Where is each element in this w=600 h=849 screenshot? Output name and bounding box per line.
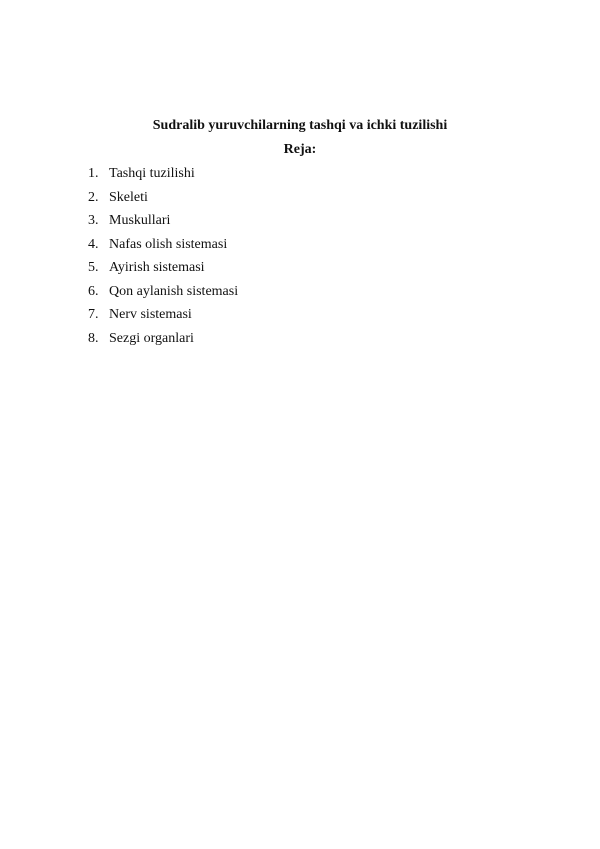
document-title: Sudralib yuruvchilarning tashqi va ichki tuzilishi bbox=[152, 118, 448, 133]
list-item-number: 7. bbox=[88, 307, 99, 322]
list-item-text: Qon aylanish sistemasi bbox=[109, 283, 239, 299]
list-item bbox=[88, 236, 238, 260]
list-item-number: 8. bbox=[88, 330, 99, 346]
list-item bbox=[88, 165, 238, 189]
list-item-number: 5. bbox=[88, 260, 99, 275]
list-item-text: Nerv sistemasi bbox=[109, 307, 192, 322]
list-item bbox=[88, 283, 238, 307]
list-item-number: 1. bbox=[88, 166, 99, 181]
plan-list bbox=[88, 165, 238, 353]
list-item-number: 4. bbox=[88, 236, 99, 252]
list-item-text: Tashqi tuzilishi bbox=[109, 166, 195, 181]
list-item-number: 6. bbox=[88, 283, 99, 299]
list-item-text: Skeleti bbox=[109, 189, 148, 205]
list-item-text: Sezgi organlari bbox=[109, 330, 194, 346]
list-item bbox=[88, 259, 238, 283]
list-item-text: Muskullari bbox=[109, 213, 171, 228]
list-item bbox=[88, 306, 238, 330]
list-item bbox=[88, 212, 238, 236]
list-item bbox=[88, 189, 238, 213]
list-item-number: 2. bbox=[88, 189, 99, 205]
list-item-number: 3. bbox=[88, 213, 99, 228]
plan-heading: Reja: bbox=[283, 142, 317, 157]
list-item bbox=[88, 330, 238, 354]
list-item-text: Ayirish sistemasi bbox=[109, 260, 205, 275]
list-item-text: Nafas olish sistemasi bbox=[109, 236, 228, 252]
